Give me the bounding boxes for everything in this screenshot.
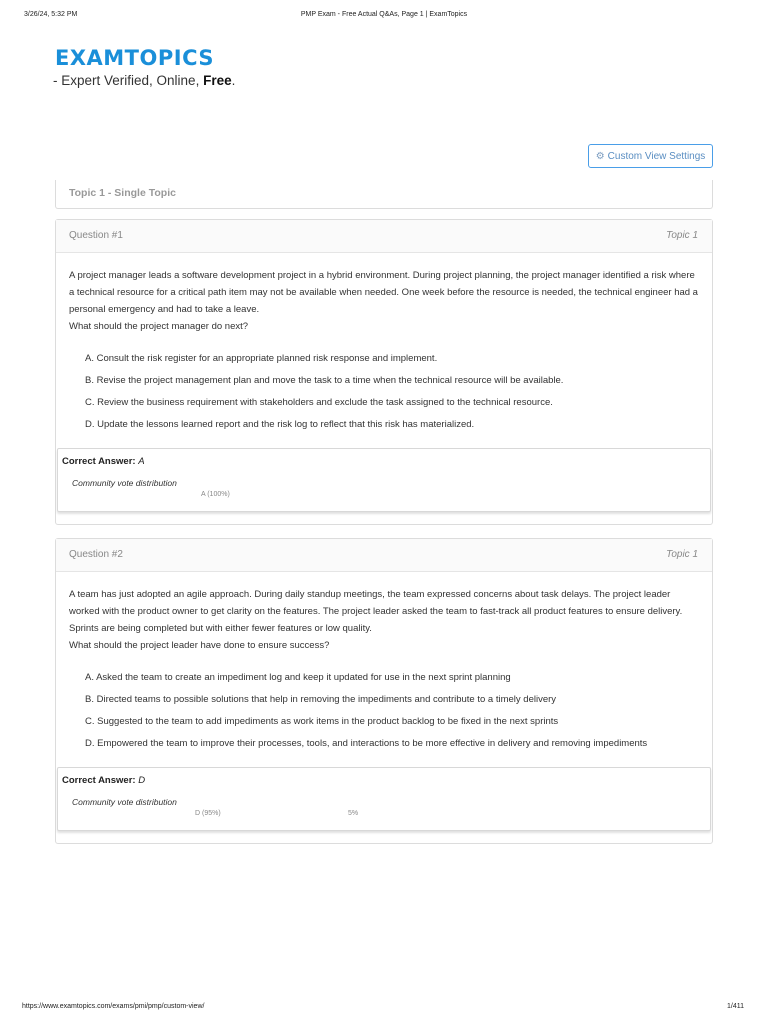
community-vote-label: Community vote distribution	[72, 478, 177, 488]
correct-answer-label: Correct Answer:	[62, 456, 136, 467]
choice-d[interactable]: D. Update the lessons learned report and the risk log to reflect that this risk has materialized.	[85, 419, 475, 430]
examtopics-logo[interactable]: EXAMTOPICS	[55, 46, 214, 70]
question-topic: Topic 1	[666, 230, 698, 241]
question-text: A project manager leads a software development project in a hybrid environment. During project planning, the project manager identified a risk where a technical resource for a critical path item may not be available when needed. One week before the resource is needed, the technical engineer had a personal emergency and had to take a leave.	[69, 270, 698, 315]
topic-header-card	[55, 180, 713, 209]
choice-c[interactable]: C. Suggested to the team to add impediments as work items in the product backlog to be fixed in the next sprints	[85, 716, 559, 727]
question-card	[55, 538, 713, 844]
tagline-prefix: - Expert Verified, Online,	[53, 73, 204, 88]
question-header	[56, 539, 712, 572]
choice-list	[69, 352, 699, 431]
print-page-title: PMP Exam - Free Actual Q&As, Page 1 | ExamTopics	[300, 11, 468, 18]
correct-answer	[62, 456, 145, 467]
gear-icon: ⚙	[595, 150, 605, 162]
custom-view-settings-label: Custom View Settings	[607, 150, 706, 162]
answer-box	[57, 767, 711, 831]
question-number: Question #2	[69, 549, 123, 560]
correct-answer-label: Correct Answer:	[62, 775, 136, 786]
question-prompt: What should the project manager do next?	[69, 321, 249, 332]
question-prompt: What should the project leader have done to ensure success?	[69, 640, 330, 651]
answer-box	[57, 448, 711, 512]
choice-b[interactable]: B. Revise the project management plan and move the task to a time when the technical resource will be available.	[85, 375, 564, 386]
print-date: 3/26/24, 5:32 PM	[24, 11, 78, 18]
tagline	[53, 73, 235, 88]
correct-answer	[62, 775, 145, 786]
tagline-bold: Free	[203, 73, 232, 88]
choice-c[interactable]: C. Review the business requirement with stakeholders and exclude the task assigned to the technical resource.	[85, 397, 553, 408]
page-number: 1/411	[727, 1003, 744, 1010]
choice-d[interactable]: D. Empowered the team to improve their processes, tools, and interactions to be more effective in delivery and removing impediments	[85, 738, 648, 749]
custom-view-settings-button[interactable]	[588, 144, 713, 168]
topic-header: Topic 1 - Single Topic	[69, 187, 176, 199]
vote-bar-label: 5%	[348, 810, 359, 817]
tagline-suffix: .	[231, 73, 236, 88]
correct-answer-value: D	[138, 775, 146, 786]
choice-a[interactable]: A. Asked the team to create an impediment log and keep it updated for use in the next sprint planning	[85, 672, 511, 683]
choice-list	[69, 671, 699, 750]
vote-bar-label: A (100%)	[201, 491, 230, 498]
question-number: Question #1	[69, 230, 123, 241]
question-text: A team has just adopted an agile approach. During daily standup meetings, the team expressed concerns about task delays. The project leader worked with the product owner to get clarity on the features. The project leader asked the team to fast-track all product features to ensure delivery. Sprints are being completed but with either fewer features or low quality.	[69, 589, 683, 634]
page-url: https://www.examtopics.com/exams/pmi/pmp/custom-view/	[22, 1003, 205, 1010]
question-header	[56, 220, 712, 253]
choice-a[interactable]: A. Consult the risk register for an appropriate planned risk response and implement.	[85, 353, 438, 364]
vote-bar-label: D (95%)	[195, 810, 221, 817]
choice-b[interactable]: B. Directed teams to possible solutions that help in removing the impediments and contribute to a timely delivery	[85, 694, 557, 705]
question-card	[55, 219, 713, 525]
community-vote-label: Community vote distribution	[72, 797, 177, 807]
correct-answer-value: A	[138, 456, 145, 467]
question-topic: Topic 1	[666, 549, 698, 560]
